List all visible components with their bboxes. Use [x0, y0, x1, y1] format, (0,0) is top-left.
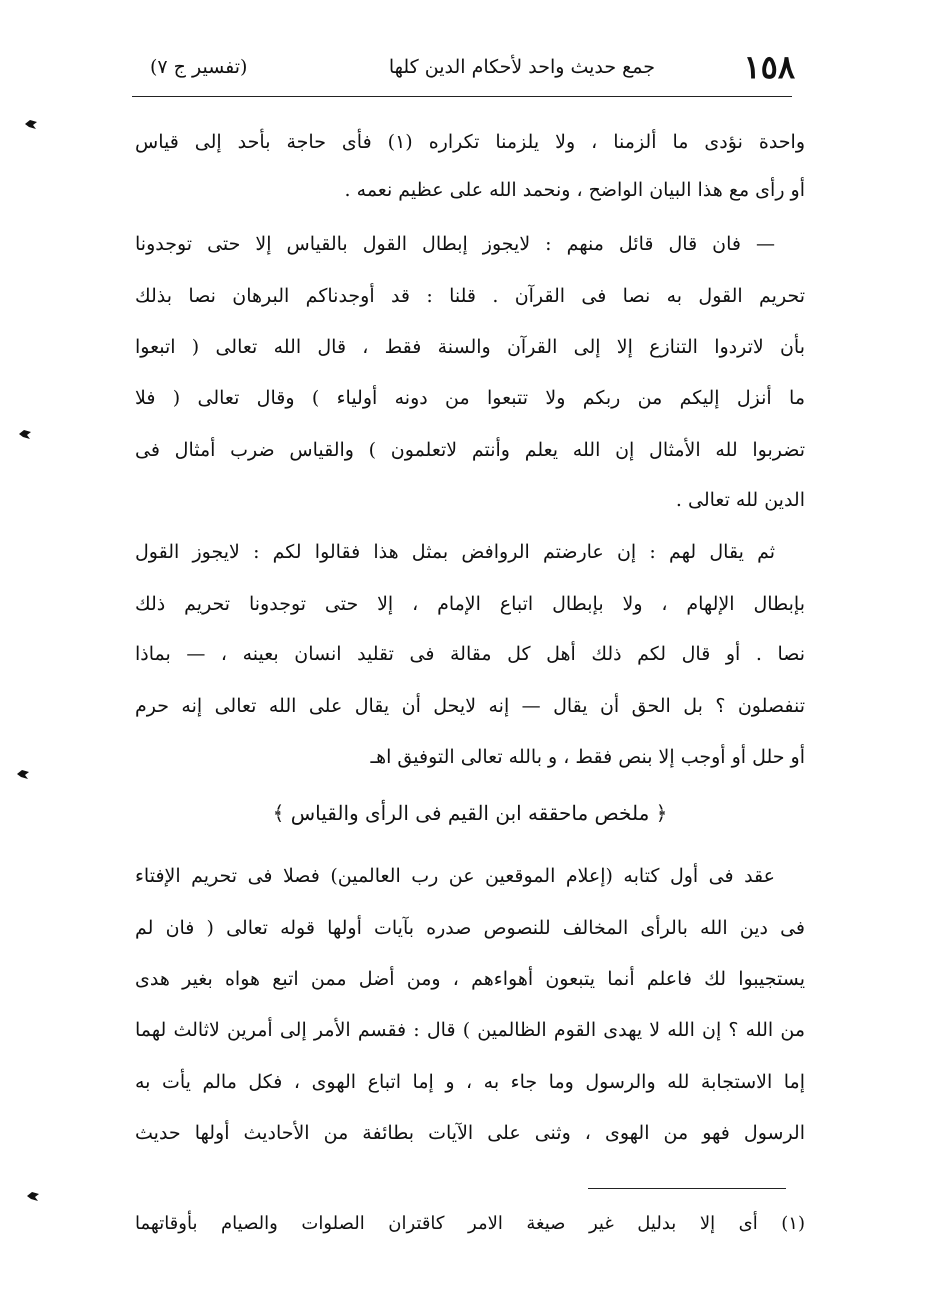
text-line: فى دين الله بالرأى المخالف للنصوص صدره بآيات أولها قوله تعالى ( فان لم: [135, 917, 805, 939]
footnote: (١) أى إلا بدليل غير صيغة الامر كاقتران الصلوات والصيام بأوقاتهما: [135, 1213, 805, 1234]
text-line: أو حلل أو أوجب إلا بنص فقط ، و بالله تعالى التوفيق اهـ: [370, 746, 805, 768]
section-heading: ﴿ ملخص ماحققه ابن القيم فى الرأى والقياس ﴾: [272, 801, 668, 825]
text-line: من الله ؟ إن الله لا يهدى القوم الظالمين ) قال : فقسم الأمر إلى أمرين لاثالث لهما: [135, 1019, 805, 1041]
margin-speck: [26, 1190, 40, 1202]
text-line: إما الاستجابة لله والرسول وما جاء به ، و إما اتباع الهوى ، فكل مالم يأت به: [135, 1071, 805, 1093]
page-header: [150, 48, 795, 92]
text-line: ثم يقال لهم : إن عارضتم الروافض بمثل هذا فقالوا لكم : لايجوز القول: [135, 541, 775, 563]
text-line: تنفصلون ؟ بل الحق أن يقال — إنه لايحل أن يقال على الله تعالى إنه حرم: [135, 695, 805, 717]
text-line: ما أنزل إليكم من ربكم ولا تتبعوا من دونه أولياء ) وقال تعالى ( فلا: [135, 387, 805, 409]
text-line: أو رأى مع هذا البيان الواضح ، ونحمد الله على عظيم نعمه .: [344, 179, 805, 201]
text-line: بأن لاتردوا التنازع إلا إلى القرآن والسنة فقط ، قال الله تعالى ( اتبعوا: [135, 336, 805, 358]
text-line: بإبطال الإلهام ، ولا بإبطال اتباع الإمام ، إلا حتى توجدونا تحريم ذلك: [135, 593, 805, 615]
text-line: — فان قال قائل منهم : لايجوز إبطال القول بالقياس إلا حتى توجدونا: [135, 233, 775, 255]
text-line: نصا . أو قال لكم ذلك أهل كل مقالة فى تقليد انسان بعينه ، — بماذا: [135, 643, 805, 665]
text-line: يستجيبوا لك فاعلم أنما يتبعون أهواءهم ، ومن أضل ممن اتبع هواه بغير هدى: [135, 968, 805, 990]
margin-speck: [16, 768, 30, 780]
header-rule: [132, 96, 792, 97]
text-line: الرسول فهو من الهوى ، وثنى على الآيات بطائفة من الأحاديث أولها حديث: [135, 1122, 805, 1144]
margin-speck: [24, 118, 38, 130]
text-line: عقد فى أول كتابه (إعلام الموقعين عن رب العالمين) فصلا فى تحريم الإفتاء: [135, 865, 775, 887]
footnote-rule: [588, 1188, 786, 1189]
text-line: تحريم القول به نصا فى القرآن . قلنا : قد أوجدناكم البرهان نصا بذلك: [135, 285, 805, 307]
volume-label: (تفسير ج ٧): [150, 56, 248, 78]
text-line: تضربوا لله الأمثال إن الله يعلم وأنتم لاتعلمون ) والقياس ضرب أمثال فى: [135, 439, 805, 461]
text-line: الدين لله تعالى .: [675, 489, 805, 511]
running-title: جمع حديث واحد لأحكام الدين كلها: [388, 56, 655, 78]
page-number: ١٥٨: [743, 48, 795, 86]
margin-speck: [18, 428, 32, 440]
text-line: واحدة نؤدى ما ألزمنا ، ولا يلزمنا تكراره (١) فأى حاجة بأحد إلى قياس: [135, 131, 805, 153]
